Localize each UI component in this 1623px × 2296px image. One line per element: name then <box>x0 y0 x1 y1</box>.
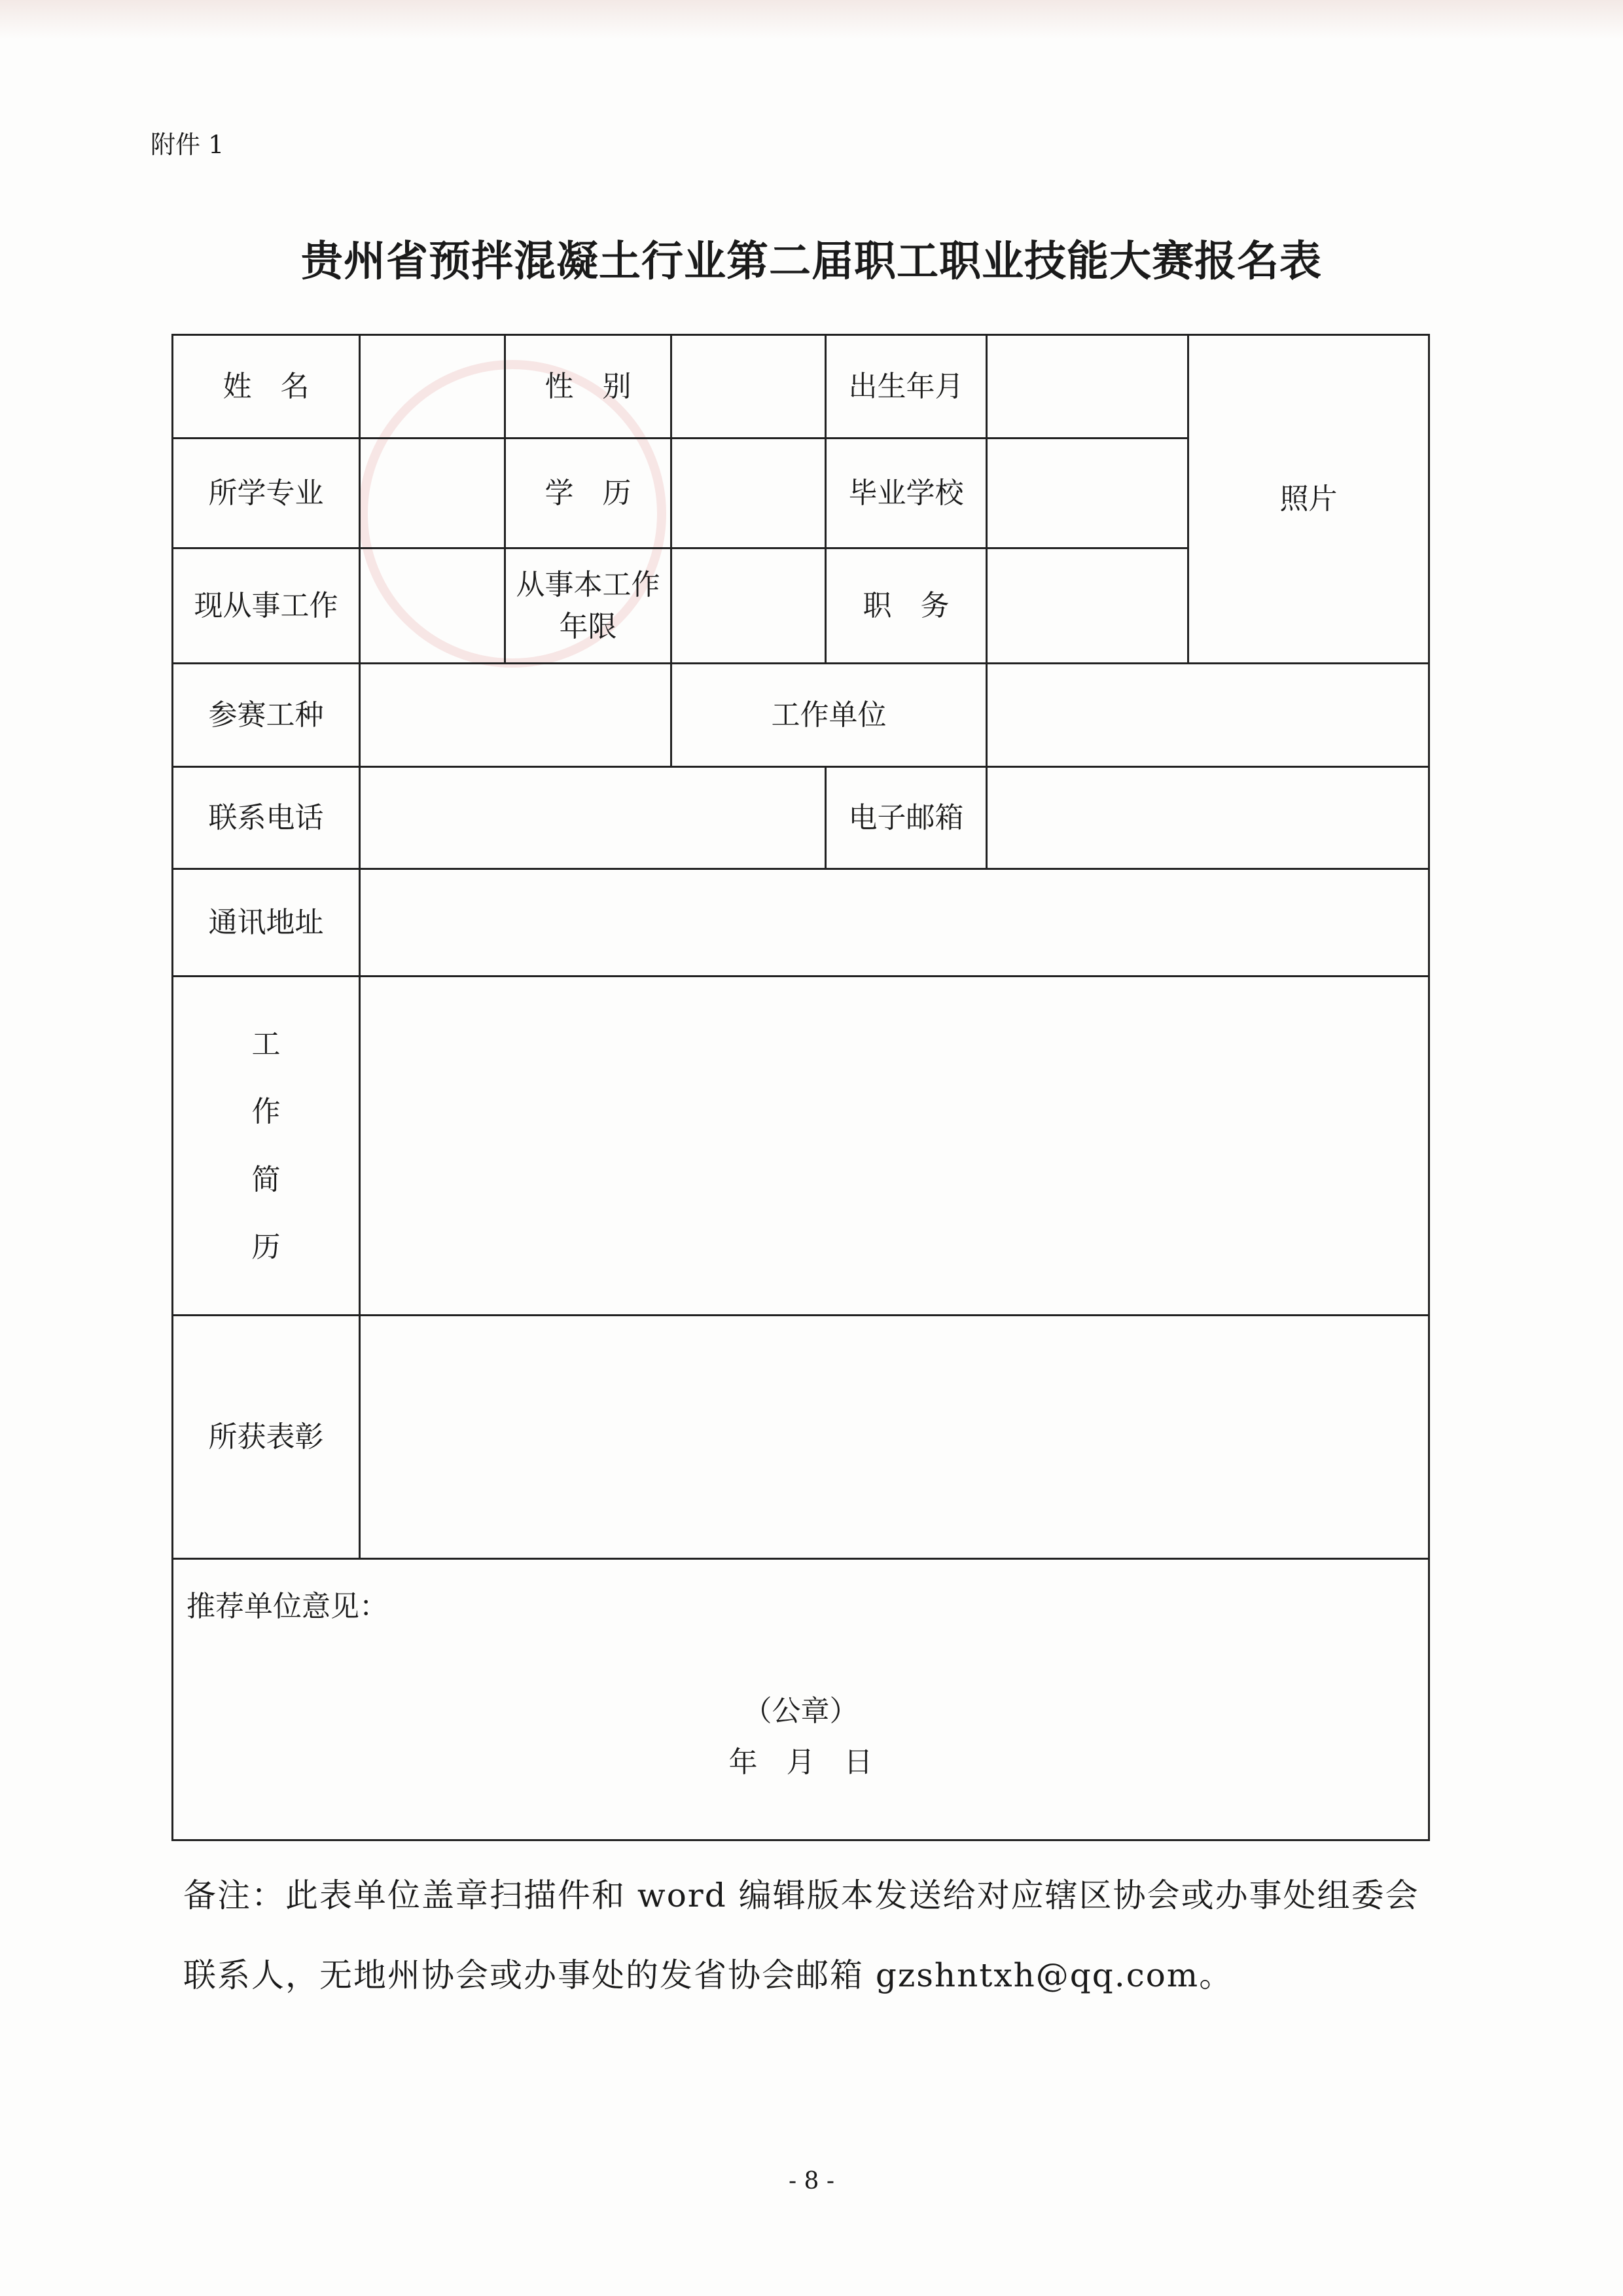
photo-box[interactable] <box>1188 335 1429 664</box>
phone-field[interactable] <box>360 767 826 869</box>
email-label: 电子邮箱 <box>826 767 987 869</box>
education-field[interactable] <box>671 439 826 548</box>
name-field[interactable] <box>360 335 505 439</box>
contest-type-label: 参赛工种 <box>173 664 360 767</box>
years-in-job-field[interactable] <box>671 548 826 664</box>
date-label: 年 月 日 <box>728 1746 873 1779</box>
current-job-field[interactable] <box>360 548 505 664</box>
attachment-label: 附件 1 <box>151 130 224 159</box>
recommendation-cell[interactable] <box>173 1559 1429 1840</box>
page-top-shading <box>0 0 1623 39</box>
recommendation-label: 推荐单位意见： <box>187 1590 388 1623</box>
contest-type-field[interactable] <box>360 664 671 767</box>
page-number: - 8 - <box>788 2168 835 2195</box>
employer-label: 工作单位 <box>671 664 987 767</box>
photo-label: 照片 <box>1279 482 1338 516</box>
employer-field[interactable] <box>987 664 1429 767</box>
major-label: 所学专业 <box>173 439 360 548</box>
resume-label-char: 作 <box>251 1095 281 1129</box>
school-field[interactable] <box>987 439 1188 548</box>
address-field[interactable] <box>360 869 1429 977</box>
honors-field[interactable] <box>360 1316 1429 1559</box>
position-field[interactable] <box>987 548 1188 664</box>
official-seal-label: （公章） <box>743 1695 859 1728</box>
resume-field[interactable] <box>360 977 1429 1316</box>
years-in-job-label: 从事本工作年限 <box>505 548 671 664</box>
phone-label: 联系电话 <box>173 767 360 869</box>
resume-label-char: 工 <box>251 1027 281 1061</box>
document-title: 贵州省预拌混凝土行业第二届职工职业技能大赛报名表 <box>301 238 1322 286</box>
email-field[interactable] <box>987 767 1429 869</box>
birth-date-field[interactable] <box>987 335 1188 439</box>
address-label: 通讯地址 <box>173 869 360 977</box>
name-label: 姓 名 <box>173 335 360 439</box>
birth-date-label: 出生年月 <box>826 335 987 439</box>
position-label: 职 务 <box>826 548 987 664</box>
current-job-label: 现从事工作 <box>173 548 360 664</box>
gender-label: 性 别 <box>505 335 671 439</box>
registration-form-table <box>171 334 1430 1841</box>
resume-label <box>173 977 360 1316</box>
school-label: 毕业学校 <box>826 439 987 548</box>
resume-label-char: 简 <box>251 1162 281 1196</box>
major-field[interactable] <box>360 439 505 548</box>
gender-field[interactable] <box>671 335 826 439</box>
honors-label: 所获表彰 <box>173 1316 360 1559</box>
resume-label-char: 历 <box>251 1230 281 1264</box>
note-text: 备注：此表单位盖章扫描件和 word 编辑版本发送给对应辖区协会或办事处组委会联系人，无地州协会或办事处的发省协会邮箱 gzshntxh@qq.com。 <box>183 1876 1419 1994</box>
education-label: 学 历 <box>505 439 671 548</box>
